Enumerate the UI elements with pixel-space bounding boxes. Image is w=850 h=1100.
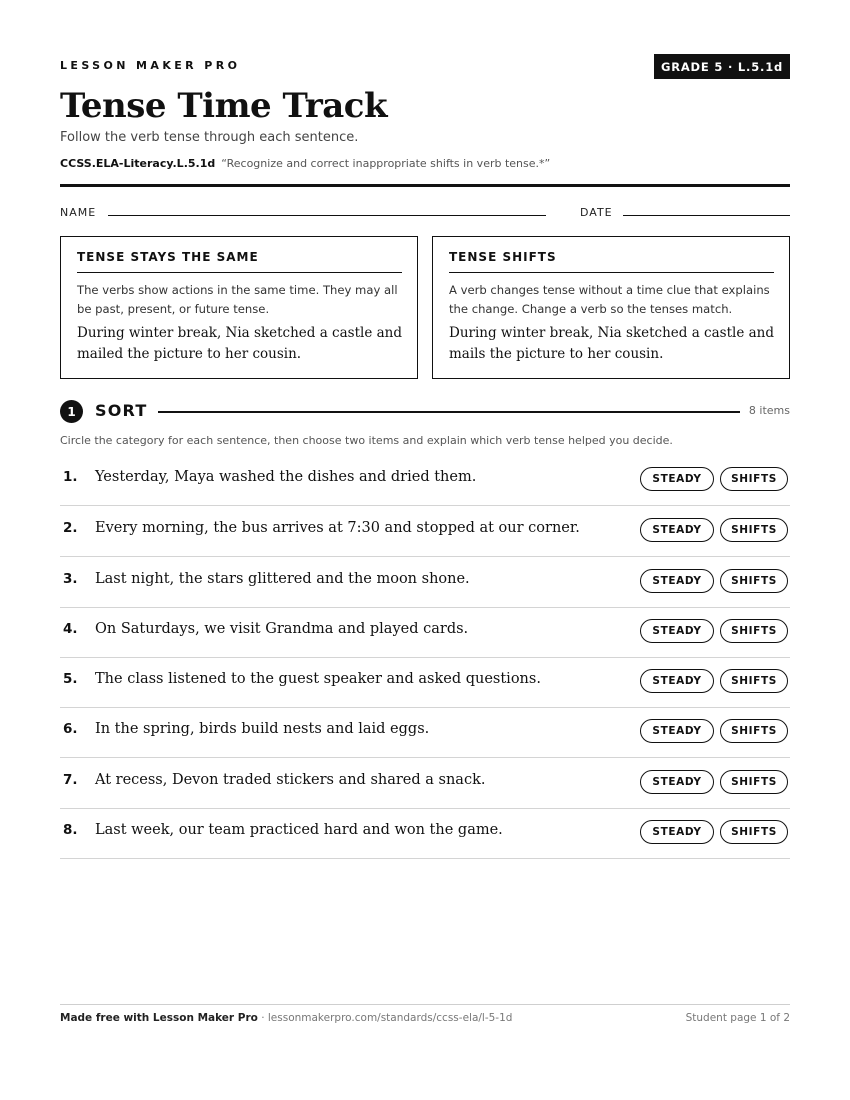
standard-text: “Recognize and correct inappropriate shifts in verb tense.*” — [221, 157, 551, 170]
steady-choice[interactable]: STEADY — [640, 569, 714, 593]
footer-credit — [60, 1012, 512, 1024]
brand-name: LESSON MAKER PRO — [60, 59, 241, 72]
standard-line — [60, 157, 550, 170]
footer-made-with: Made free with Lesson Maker Pro — [60, 1012, 258, 1024]
question-text: Yesterday, Maya washed the dishes and dried them. — [95, 469, 477, 485]
footer-page-number: Student page 1 of 2 — [685, 1012, 790, 1024]
shifts-choice[interactable]: SHIFTS — [720, 619, 788, 643]
steady-choice[interactable]: STEADY — [640, 770, 714, 794]
shifts-choice[interactable]: SHIFTS — [720, 820, 788, 844]
tense-same-box — [60, 236, 418, 379]
footer-divider — [60, 1004, 790, 1005]
shifts-choice[interactable]: SHIFTS — [720, 518, 788, 542]
name-label: NAME — [60, 206, 97, 219]
question-text: The class listened to the guest speaker and asked questions. — [95, 671, 541, 687]
box-example: During winter break, Nia sketched a castle and mailed the picture to her cousin. — [77, 325, 402, 362]
question-number: 2. — [63, 520, 78, 536]
box-example: During winter break, Nia sketched a castle and mails the picture to her cousin. — [449, 325, 774, 362]
question-row — [60, 607, 790, 658]
shifts-choice[interactable]: SHIFTS — [720, 669, 788, 693]
page-title: Tense Time Track — [60, 86, 388, 126]
box-description: A verb changes tense without a time clue that explains the change. Change a verb so the tenses match. — [449, 283, 770, 316]
page-subtitle: Follow the verb tense through each sentence. — [60, 130, 359, 145]
question-row — [60, 808, 790, 859]
date-field[interactable] — [623, 215, 790, 216]
question-row — [60, 506, 790, 557]
question-number: 8. — [63, 822, 78, 838]
question-number: 6. — [63, 721, 78, 737]
question-text: Last night, the stars glittered and the moon shone. — [95, 571, 470, 587]
shifts-choice[interactable]: SHIFTS — [720, 467, 788, 491]
question-text: Last week, our team practiced hard and won the game. — [95, 822, 503, 838]
box-heading: TENSE STAYS THE SAME — [77, 250, 402, 273]
question-text: Every morning, the bus arrives at 7:30 and stopped at our corner. — [95, 520, 580, 536]
section-number-badge: 1 — [60, 400, 83, 423]
question-text: At recess, Devon traded stickers and shared a snack. — [95, 772, 486, 788]
question-text: In the spring, birds build nests and laid eggs. — [95, 721, 430, 737]
date-label: DATE — [580, 206, 613, 219]
question-number: 5. — [63, 671, 78, 687]
name-field[interactable] — [108, 215, 546, 216]
tense-shifts-box — [432, 236, 790, 379]
question-number: 4. — [63, 621, 78, 637]
question-row — [60, 455, 790, 506]
question-row — [60, 758, 790, 809]
question-row — [60, 657, 790, 708]
box-heading: TENSE SHIFTS — [449, 250, 774, 273]
shifts-choice[interactable]: SHIFTS — [720, 569, 788, 593]
shifts-choice[interactable]: SHIFTS — [720, 719, 788, 743]
steady-choice[interactable]: STEADY — [640, 619, 714, 643]
shifts-choice[interactable]: SHIFTS — [720, 770, 788, 794]
item-count: 8 items — [748, 404, 790, 417]
question-number: 7. — [63, 772, 78, 788]
steady-choice[interactable]: STEADY — [640, 669, 714, 693]
worksheet-page — [60, 0, 790, 1100]
question-row — [60, 707, 790, 758]
standard-code: CCSS.ELA-Literacy.L.5.1d — [60, 157, 216, 170]
question-number: 3. — [63, 571, 78, 587]
grade-badge: GRADE 5 · L.5.1d — [654, 54, 790, 79]
question-text: On Saturdays, we visit Grandma and played cards. — [95, 621, 469, 637]
steady-choice[interactable]: STEADY — [640, 719, 714, 743]
steady-choice[interactable]: STEADY — [640, 467, 714, 491]
section-instructions: Circle the category for each sentence, then choose two items and explain which verb tense helped you decide. — [60, 434, 673, 447]
question-row — [60, 557, 790, 608]
question-number: 1. — [63, 469, 78, 485]
steady-choice[interactable]: STEADY — [640, 518, 714, 542]
section-rule — [158, 411, 740, 413]
header-divider — [60, 184, 790, 187]
box-description: The verbs show actions in the same time. They may all be past, present, or future tense. — [77, 283, 398, 316]
steady-choice[interactable]: STEADY — [640, 820, 714, 844]
footer-url[interactable]: · lessonmakerpro.com/standards/ccss-ela/l-5-1d — [257, 1012, 513, 1024]
section-title: SORT — [95, 401, 148, 420]
